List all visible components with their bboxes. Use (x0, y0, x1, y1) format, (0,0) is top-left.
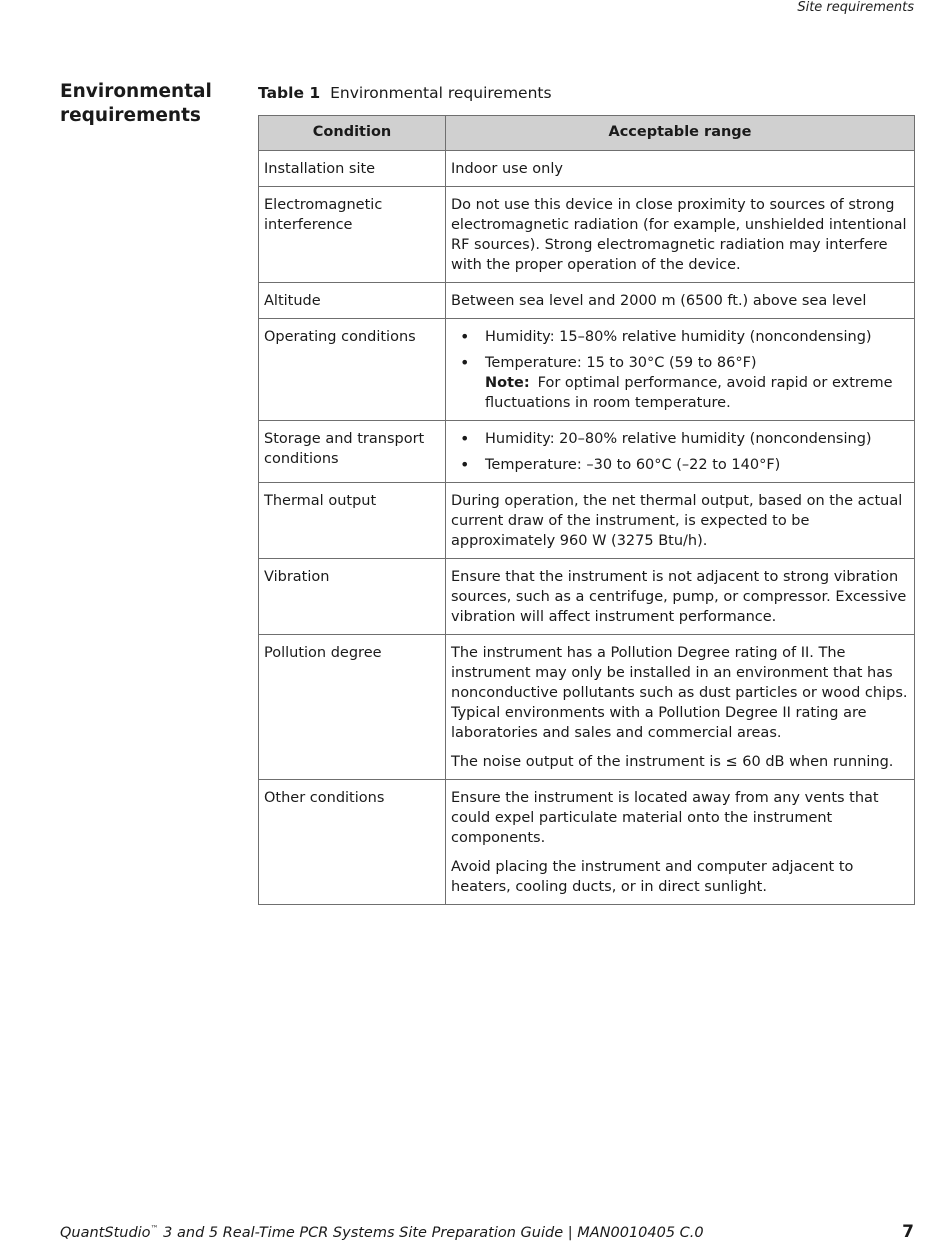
page-number: 7 (902, 1222, 914, 1242)
range-text: Between sea level and 2000 m (6500 ft.) above sea level (451, 293, 867, 309)
table-caption-label: Table 1 (258, 84, 321, 102)
page-footer (60, 1224, 704, 1241)
table-row (259, 187, 915, 283)
bullet-item: • Temperature: 15 to 30°C (59 to 86°F) (451, 353, 909, 373)
condition-cell: Operating conditions (259, 319, 446, 421)
condition-cell: Installation site (259, 151, 446, 187)
bullet-list (451, 327, 909, 373)
footer-brand: QuantStudio (60, 1224, 151, 1241)
table-row (259, 151, 915, 187)
range-cell (446, 780, 915, 905)
bullet-item: • Humidity: 20–80% relative humidity (noncondensing) (451, 429, 909, 449)
condition-cell: Altitude (259, 283, 446, 319)
range-text: Ensure that the instrument is not adjacent to strong vibration sources, such as a centrifuge, pump, or compressor. Excessive vibration will affect instrument performance. (451, 569, 907, 625)
range-text: During operation, the net thermal output, based on the actual current draw of the instrument, is expected to be approximately 960 W (3275 Btu/h). (451, 493, 903, 549)
range-text: The noise output of the instrument is ≤ 60 dB when running. (451, 754, 894, 770)
range-cell (446, 187, 915, 283)
table-row (259, 780, 915, 905)
note (451, 373, 909, 413)
condition-cell: Vibration (259, 559, 446, 635)
range-cell (446, 635, 915, 780)
range-cell (446, 283, 915, 319)
range-text: Ensure the instrument is located away from any vents that could expel particulate material onto the instrument components. (451, 790, 879, 846)
table-row (259, 319, 915, 421)
table-caption-title: Environmental requirements (330, 84, 552, 102)
trademark-symbol: ™ (150, 1224, 159, 1233)
table-row (259, 421, 915, 483)
range-cell (446, 319, 915, 421)
condition-cell: Electromagnetic interference (259, 187, 446, 283)
running-head: Site requirements (797, 0, 914, 15)
range-cell (446, 151, 915, 187)
bullet-item: • Humidity: 15–80% relative humidity (noncondensing) (451, 327, 909, 347)
section-title: Environmental requirements (60, 81, 212, 126)
range-text: Do not use this device in close proximity to sources of strong electromagnetic radiation (for example, unshielded intentional RF sources). Strong electromagnetic radiation may interfere with the proper operation of the device. (451, 197, 907, 273)
table-caption (258, 84, 552, 102)
range-cell (446, 421, 915, 483)
note-label: Note: (485, 375, 530, 391)
range-text: The instrument has a Pollution Degree rating of II. The instrument may only be installed in an environment that has nonconductive pollutants such as dust particles or wood chips. Typical environments with a Pollution Degree II rating are laboratories and sales and commercial areas. (451, 645, 908, 741)
footer-title: 3 and 5 Real-Time PCR Systems Site Preparation Guide | MAN0010405 C.0 (158, 1224, 704, 1241)
table-row (259, 635, 915, 780)
condition-cell: Other conditions (259, 780, 446, 905)
note-text: For optimal performance, avoid rapid or extreme fluctuations in room temperature. (485, 375, 893, 411)
bullet-item: • Temperature: –30 to 60°C (–22 to 140°F) (451, 455, 909, 475)
table-row (259, 559, 915, 635)
range-text: Avoid placing the instrument and computer adjacent to heaters, cooling ducts, or in direct sunlight. (451, 859, 854, 895)
table-row (259, 483, 915, 559)
condition-cell: Thermal output (259, 483, 446, 559)
range-cell (446, 559, 915, 635)
environmental-requirements-table (258, 115, 915, 905)
table-row (259, 283, 915, 319)
condition-cell: Storage and transport conditions (259, 421, 446, 483)
column-header-condition: Condition (259, 116, 446, 151)
condition-cell: Pollution degree (259, 635, 446, 780)
range-text: Indoor use only (451, 161, 563, 177)
table-header-row (259, 116, 915, 151)
bullet-list (451, 429, 909, 475)
column-header-acceptable-range: Acceptable range (446, 116, 915, 151)
range-cell (446, 483, 915, 559)
